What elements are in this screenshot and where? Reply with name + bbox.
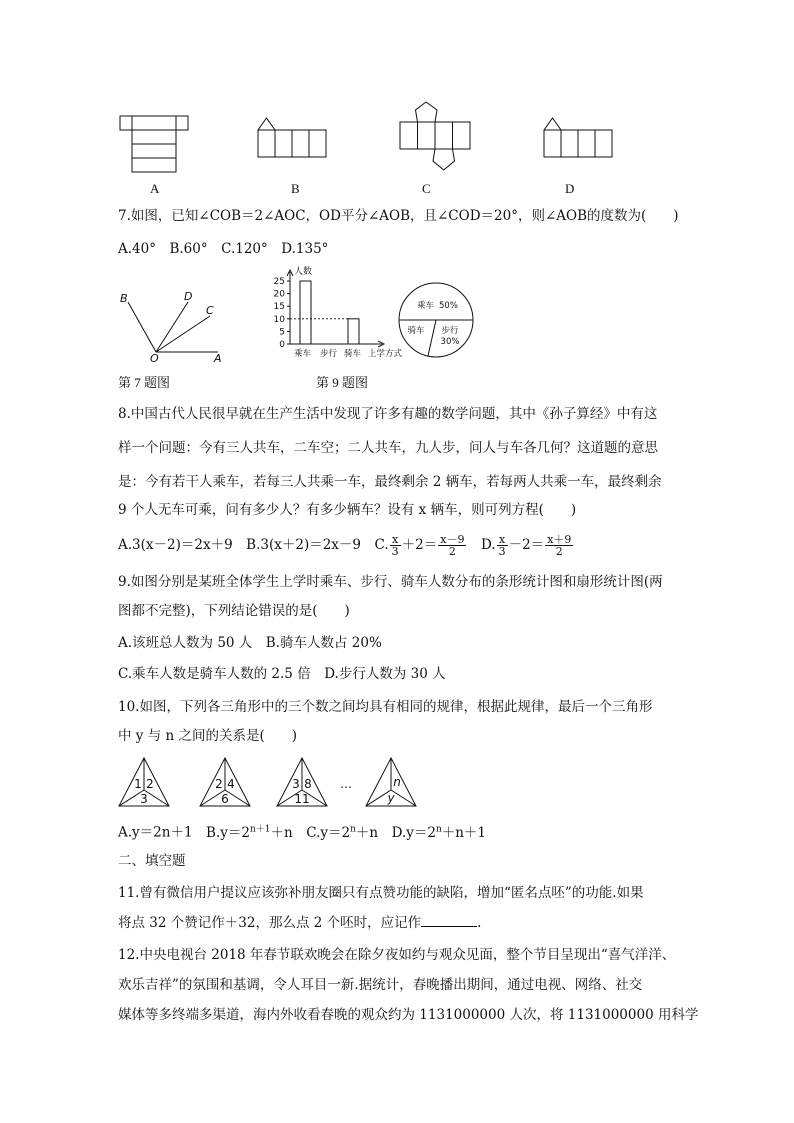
q6-figure-c	[398, 100, 474, 178]
q8-option-c: C. $\frac{x}{3}$ ＋2＝ $\frac{x-9}{2}$	[374, 533, 465, 558]
q9-options-1: A.该班总人数为 50 人 B.骑车人数占 20%	[118, 635, 382, 651]
q8-line-1: 8.中国古代人民很早就在生产生活中发现了许多有趣的数学问题，其中《孙子算经》中有这	[118, 406, 658, 422]
tri3-bottom: 11	[294, 792, 310, 806]
q10-option-a: A.y＝2n＋1	[118, 824, 193, 841]
q9-pie-chart	[396, 280, 476, 360]
q12-line-1: 12.中央电视台 2018 年春节联欢晚会在除夕夜如约与观众见面，整个节目呈现出“喜气洋洋、	[118, 947, 676, 963]
bar-乘车	[300, 281, 311, 344]
tri2-bottom: 6	[221, 792, 229, 806]
q9-figure-caption: 第 9 题图	[316, 375, 369, 390]
q8-option-a: A.3(x－2)＝2x＋9	[118, 537, 233, 553]
q9-line-1: 9.如图分别是某班全体学生上学时乘车、步行、骑车人数分布的条形统计图和扇形统计图(两	[118, 574, 663, 590]
tri1-bottom: 3	[140, 792, 148, 806]
tri2-right: 4	[227, 777, 235, 791]
bar-category-label: 步行	[320, 349, 338, 359]
bar-y-tick-label: 5	[279, 327, 285, 338]
q11-answer-blank[interactable]	[421, 912, 477, 927]
tri4-bottom: y	[387, 791, 395, 805]
q6-label-d: D	[565, 181, 575, 196]
q7-figure-caption: 第 7 题图	[118, 375, 171, 390]
q10-triangles-figure	[118, 756, 448, 812]
q9-line-2: 图都不完整)，下列结论错误的是( )	[118, 603, 350, 619]
q10-option-b: $B.y=2^{n+1}+n$	[206, 824, 293, 841]
bar-y-tick-label: 0	[279, 340, 285, 350]
q10-options	[118, 819, 486, 843]
q7-label-b: B	[120, 292, 128, 305]
q6-label-a: A	[150, 181, 160, 196]
q7-options: A.40° B.60° C.120° D.135°	[118, 241, 329, 257]
q6-label-b: B	[291, 181, 300, 196]
pie-label-乘车: 乘车	[416, 301, 434, 311]
q7-stem: 7.如图，已知∠COB＝2∠AOC，OD平分∠AOB，且∠COD＝20°，则∠AOB的度数为( )	[118, 208, 679, 224]
q8-options	[118, 531, 574, 559]
q8-line-2: 样一个问题：今有三人共车，二车空；二人共车，九人步，问人与车各几何？这道题的意思	[118, 440, 658, 456]
section-heading: 二、填空题	[118, 853, 186, 869]
q7-label-o: O	[150, 352, 159, 365]
q6-figure-a	[118, 112, 190, 176]
q12-line-3: 媒体等多终端多渠道，海内外收看春晚的观众约为 1131000000 人次，将 1131000000 用科学	[118, 1007, 699, 1023]
tri-ellipsis: …	[340, 777, 352, 791]
pie-label-骑车: 骑车	[407, 326, 425, 336]
q10-option-c: $C.y=2^n+n$	[306, 824, 379, 841]
bar-y-label: 人数	[294, 267, 313, 277]
tri3-left: 3	[292, 777, 300, 791]
q11-line-2: 将点 32 个赞记作＋32，那么点 2 个呸时，应记作 .	[118, 912, 481, 933]
q11-line-1: 11.曾有微信用户提议应该弥补朋友圈只有点赞功能的缺陷，增加“匿名点呸”的功能.如果	[118, 885, 644, 901]
bar-y-tick-label: 25	[273, 277, 285, 288]
tri1-left: 1	[134, 777, 142, 791]
q8-line-4: 9 个人无车可乘，问有多少人？有多少辆车？设有 x 辆车，则可列方程( )	[118, 502, 577, 518]
tri4-right: n	[393, 775, 401, 789]
bar-y-tick-label: 15	[273, 302, 285, 313]
bar-骑车	[348, 319, 359, 344]
q8-option-d: D. $\frac{x}{3}$ －2＝ $\frac{x+9}{2}$	[480, 533, 572, 558]
bar-category-label: 骑车	[344, 349, 362, 359]
bar-x-label: 上学方式	[368, 349, 403, 359]
q10-option-d: $D.y=2^n+n+1$	[391, 824, 487, 841]
q9-bar-chart	[268, 266, 403, 366]
q10-line-2: 中 y 与 n 之间的关系是( )	[118, 728, 298, 744]
q8-option-b: B.3(x＋2)＝2x－9	[246, 537, 362, 553]
q7-label-c: C	[206, 304, 214, 317]
q7-label-a: A	[214, 352, 222, 365]
bar-y-tick-label: 20	[273, 289, 285, 300]
q6-figure-b	[256, 114, 330, 164]
bar-category-label: 乘车	[294, 349, 312, 359]
q9-options-2: C.乘车人数是骑车人数的 2.5 倍 D.步行人数为 30 人	[118, 666, 446, 682]
q7-label-d: D	[184, 290, 193, 303]
bar-y-tick-label: 10	[273, 314, 285, 325]
tri2-left: 2	[215, 777, 223, 791]
q7-angle-figure	[116, 288, 228, 364]
q6-label-c: C	[422, 181, 431, 196]
pie-label-步行: 步行	[441, 326, 459, 336]
q12-line-2: 欢乐吉祥”的氛围和基调，令人耳目一新.据统计，春晚播出期间，通过电视、网络、社交	[118, 977, 643, 993]
tri3-right: 8	[304, 777, 312, 791]
pie-value-乘车: 50%	[439, 301, 458, 311]
q6-figure-d	[542, 114, 616, 164]
pie-value-步行: 30%	[440, 337, 460, 347]
q8-line-3: 是：今有若干人乘车，若每三人共乘一车，最终剩余 2 辆车，若每两人共乘一车，最终剩余	[118, 474, 662, 490]
q10-line-1: 10.如图，下列各三角形中的三个数之间均具有相同的规律，根据此规律，最后一个三角形	[118, 699, 653, 715]
tri1-right: 2	[146, 777, 154, 791]
